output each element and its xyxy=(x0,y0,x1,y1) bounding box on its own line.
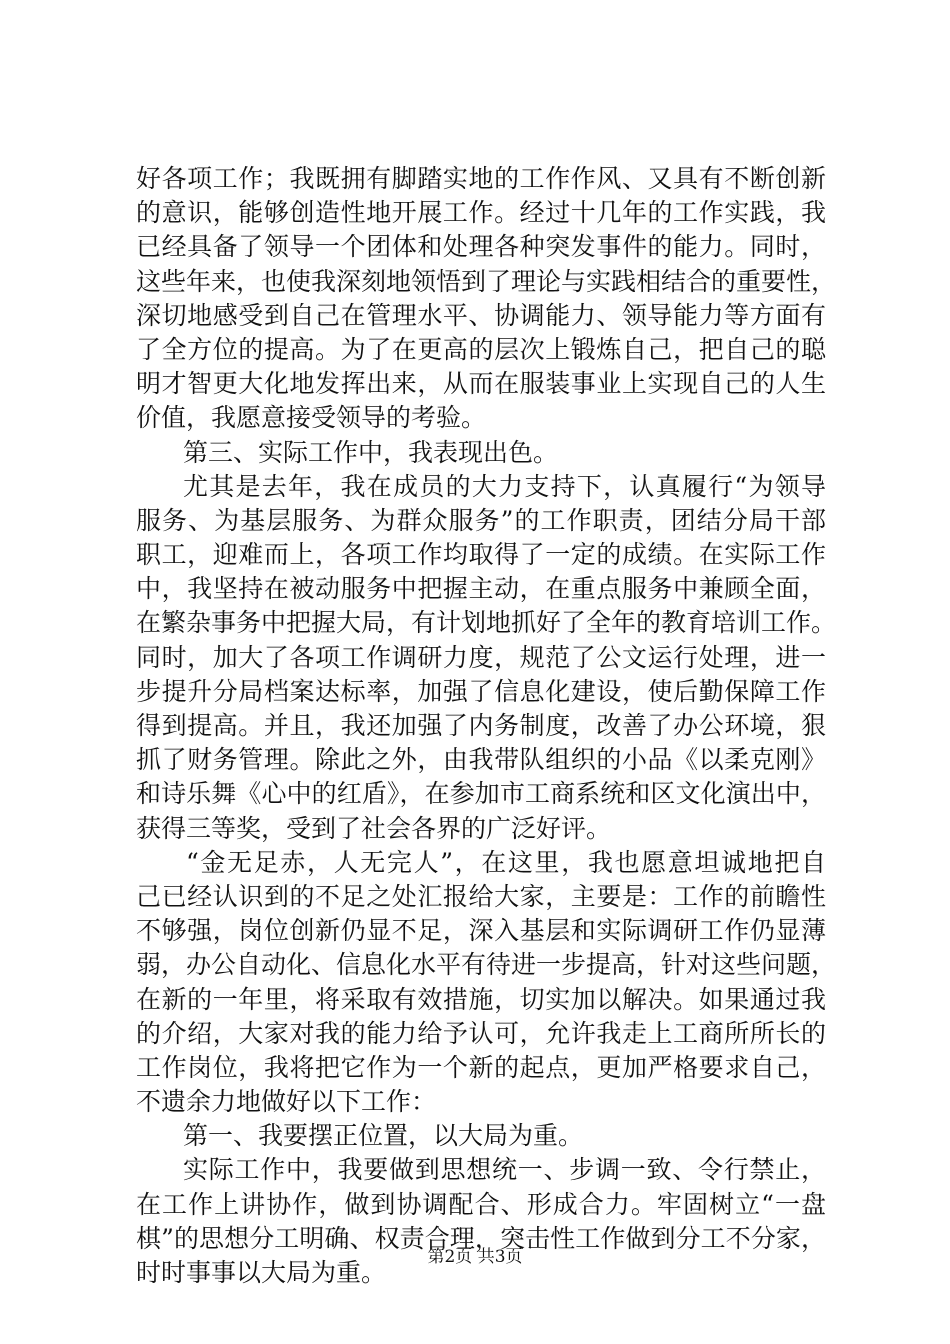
text-line: 尤其是去年，我在成员的大力支持下，认真履行“为领导 xyxy=(183,471,826,501)
text-line: 步提升分局档案达标率，加强了信息化建设，使后勤保障工作 xyxy=(136,676,826,706)
text-line: 了全方位的提高。为了在更高的层次上锻炼自己，把自己的聪 xyxy=(136,334,826,364)
text-line: 弱，办公自动化、信息化水平有待进一步提高，针对这些问题， xyxy=(136,950,837,980)
text-line: 服务、为基层服务、为群众服务”的工作职责，团结分局干部 xyxy=(136,505,826,535)
page-number: 第2页 共3页 xyxy=(427,1247,523,1267)
text-line: 的意识，能够创造性地开展工作。经过十几年的工作实践，我 xyxy=(136,198,826,228)
text-line: 职工，迎难而上，各项工作均取得了一定的成绩。在实际工作 xyxy=(136,540,826,570)
text-line: 不遗余力地做好以下工作： xyxy=(136,1087,437,1117)
text-line: 棋”的思想分工明确、权责合理，突击性工作做到分工不分家， xyxy=(136,1223,826,1253)
document-body xyxy=(136,162,837,1290)
text-line: 工作岗位，我将把它作为一个新的起点，更加严格要求自己， xyxy=(136,1052,826,1082)
text-line: 这些年来，也使我深刻地领悟到了理论与实践相结合的重要性， xyxy=(136,266,837,296)
text-line: 好各项工作；我既拥有脚踏实地的工作作风、又具有不断创新 xyxy=(136,164,826,193)
text-line: 在繁杂事务中把握大局，有计划地抓好了全年的教育培训工作。 xyxy=(136,608,837,638)
text-line: 明才智更大化地发挥出来，从而在服装事业上实现自己的人生 xyxy=(136,369,826,399)
text-line: 在新的一年里，将采取有效措施，切实加以解决。如果通过我 xyxy=(136,984,826,1014)
text-line: 己已经认识到的不足之处汇报给大家，主要是：工作的前瞻性 xyxy=(136,881,826,911)
text-line: 已经具备了领导一个团体和处理各种突发事件的能力。同时， xyxy=(136,232,826,262)
text-line: 时时事事以大局为重。 xyxy=(136,1258,387,1287)
text-line: 在工作上讲协作，做到协调配合、形成合力。牢固树立“一盘 xyxy=(136,1189,826,1219)
text-line: 获得三等奖，受到了社会各界的广泛好评。 xyxy=(136,813,612,843)
text-line: “金无足赤，人无完人”，在这里，我也愿意坦诚地把自 xyxy=(186,847,826,877)
text-line: 不够强，岗位创新仍显不足，深入基层和实际调研工作仍显薄 xyxy=(136,916,826,946)
text-line: 的介绍，大家对我的能力给予认可，允许我走上工商所所长的 xyxy=(136,1018,826,1048)
text-line: 同时，加大了各项工作调研力度，规范了公文运行处理，进一 xyxy=(136,642,826,672)
text-line: 实际工作中，我要做到思想统一、步调一致、令行禁止， xyxy=(183,1155,826,1185)
text-line: 得到提高。并且，我还加强了内务制度，改善了办公环境，狠 xyxy=(136,711,826,740)
text-line: 和诗乐舞《心中的红盾》，在参加市工商系统和区文化演出中， xyxy=(136,779,826,809)
section-heading: 第一、我要摆正位置，以大局为重。 xyxy=(183,1121,584,1151)
text-line: 价值，我愿意接受领导的考验。 xyxy=(136,403,487,433)
section-heading: 第三、实际工作中，我表现出色。 xyxy=(183,437,559,467)
text-line: 深切地感受到自己在管理水平、协调能力、领导能力等方面有 xyxy=(136,300,826,330)
text-line: 中，我坚持在被动服务中把握主动，在重点服务中兼顾全面， xyxy=(136,574,826,604)
text-line: 抓了财务管理。除此之外，由我带队组织的小品《以柔克刚》 xyxy=(136,745,826,775)
